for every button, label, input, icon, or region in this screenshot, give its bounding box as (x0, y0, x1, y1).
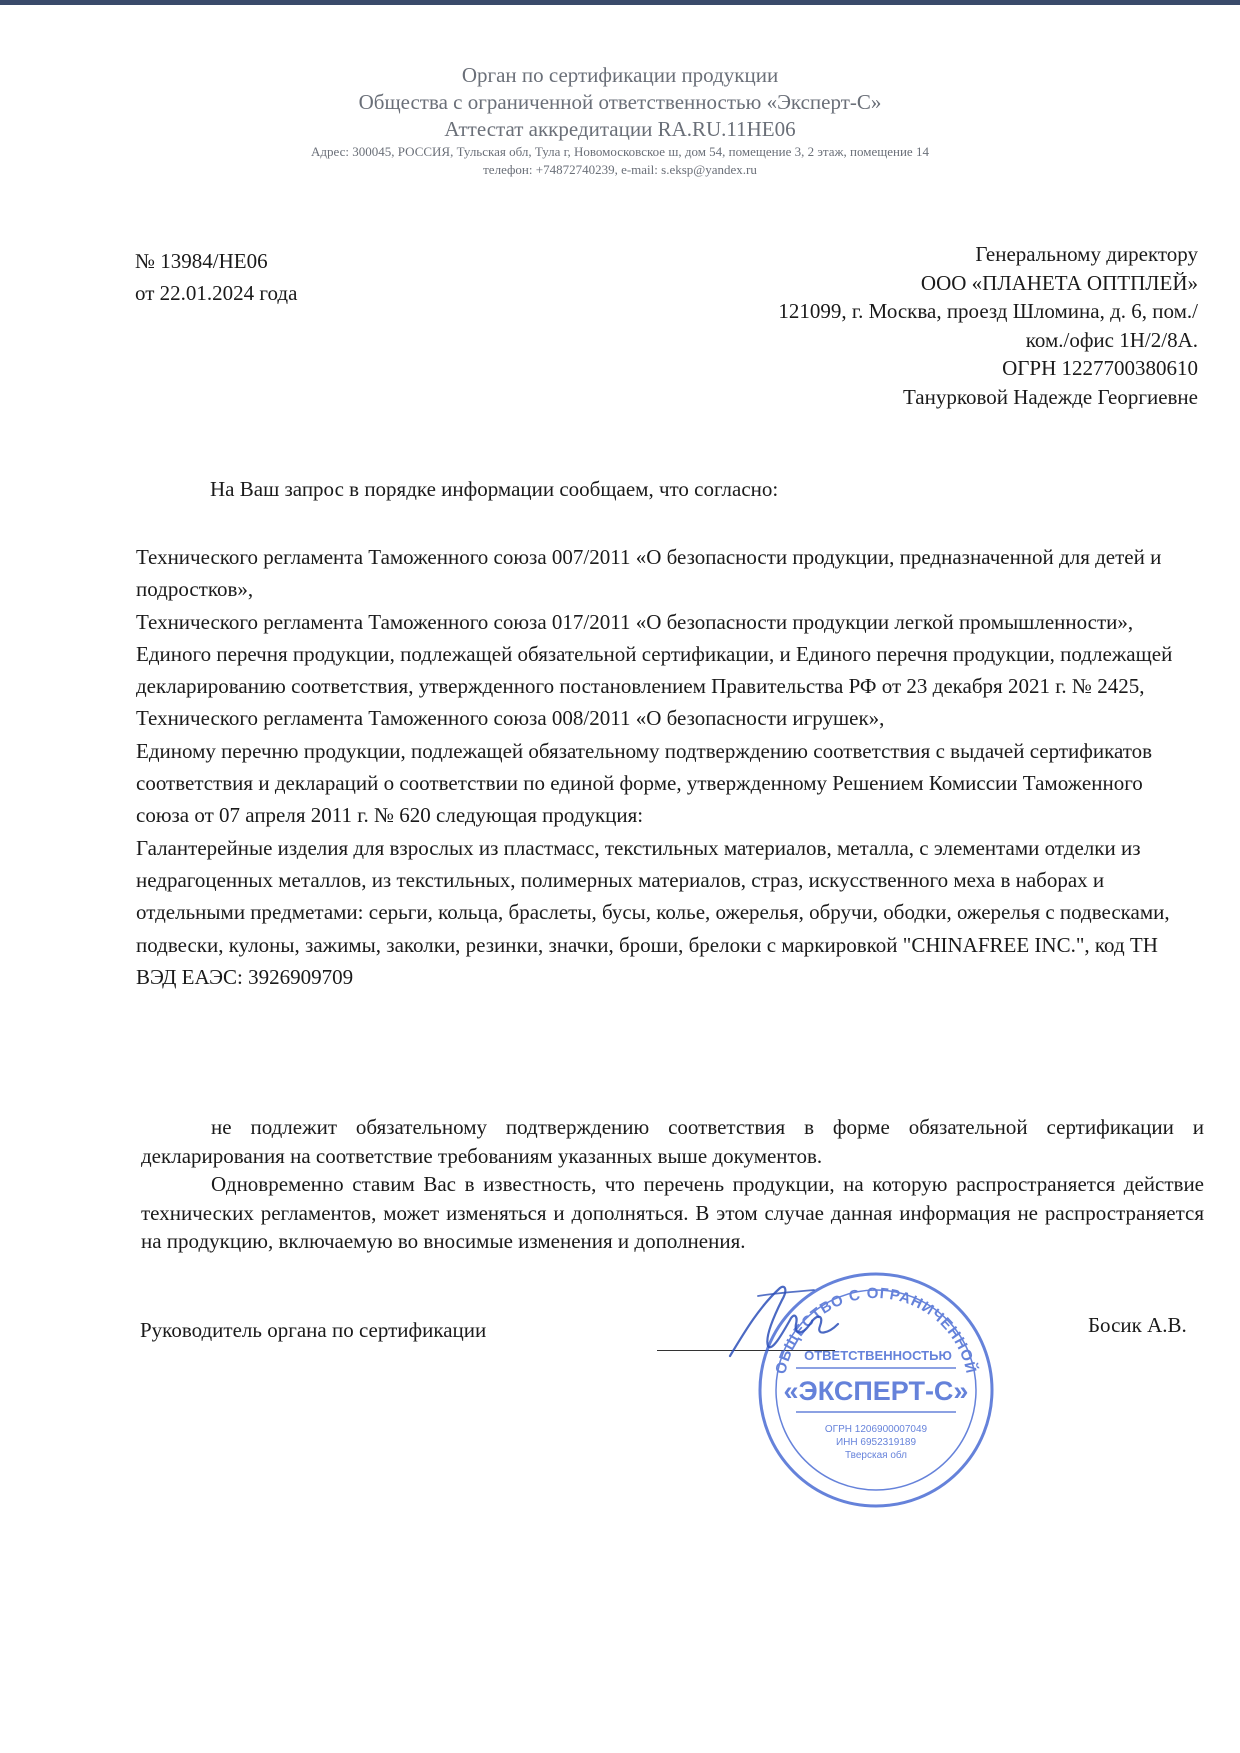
document-date: от 22.01.2024 года (135, 281, 298, 305)
letterhead (0, 62, 1240, 179)
seal-ring-text: ОБЩЕСТВО С ОГРАНИЧЕННОЙ (772, 1284, 980, 1376)
conclusion-paragraph: не подлежит обязательному подтверждению соответствия в форме обязательной сертификации и декларирования на соответствие требованиям указанных выше документов. (141, 1115, 1204, 1168)
regulation-item: Единому перечню продукции, подлежащей обязательному подтверждению соответствия с выдачей сертификатов соответствия и деклараций о соответствии по единой форме, утвержденному Решением Комиссии Таможенного союза от 07 апреля 2011 г. № 620 следующая продукция: (136, 738, 1153, 828)
top-border-rule (0, 0, 1240, 5)
regulation-item: Единого перечня продукции, подлежащей обязательной сертификации, и Единого перечня продукции, подлежащей декларированию соответствия, утвержденного постановлением Правительства РФ от 23 декабря 2021 г. № 2425, (136, 641, 1173, 699)
notice-paragraph: Одновременно ставим Вас в известность, что перечень продукции, на которую распространяется действие технических регламентов, может изменяться и дополняться. В этом случае данная информация не распространяется на продукцию, включаемую во вносимые изменения и дополнения. (141, 1172, 1204, 1254)
intro-paragraph: На Ваш запрос в порядке информации сообщаем, что согласно: (210, 477, 779, 501)
addressee-line: ком./офис 1Н/2/8А. (1025, 327, 1198, 352)
signatory-name: Босик А.В. (1088, 1313, 1187, 1337)
letterhead-address: Адрес: 300045, РОССИЯ, Тульская обл, Тула г, Новомосковское ш, дом 54, помещение 3, 2 этаж, помещение 14 (311, 144, 929, 159)
document-number: № 13984/НЕ06 (135, 249, 268, 273)
addressee-line: ООО «ПЛАНЕТА ОПТПЛЕЙ» (920, 270, 1198, 295)
addressee-line: Танурковой Надежде Георгиевне (902, 384, 1198, 409)
handwritten-signature (710, 1276, 860, 1371)
seal-region: Тверская обл (844, 1450, 908, 1461)
letterhead-contacts: телефон: +74872740239, e-mail: s.eksp@yandex.ru (483, 162, 757, 177)
addressee-line: ОГРН 1227700380610 (1002, 356, 1198, 381)
seal-company-name: «ЭКСПЕРТ-С» (783, 1376, 969, 1406)
conclusion (141, 1113, 1204, 1256)
seal-ogrn: ОГРН 1206900007049 (824, 1424, 928, 1435)
regulation-item: Технического регламента Таможенного союза 007/2011 «О безопасности продукции, предназначенной для детей и подростков», (136, 545, 1162, 602)
seal-inn: ИНН 6952319189 (835, 1437, 917, 1448)
addressee-line: 121099, г. Москва, проезд Шломина, д. 6, пом./ (778, 299, 1198, 324)
letterhead-accreditation: Аттестат аккредитации RA.RU.11НЕ06 (444, 117, 796, 141)
addressee-line: Генеральному директору (975, 242, 1198, 266)
regulation-item: Технического регламента Таможенного союза 008/2011 «О безопасности игрушек», (136, 706, 885, 731)
letterhead-company: Общества с ограниченной ответственностью «Эксперт-С» (358, 90, 882, 114)
seal-text-line: ОТВЕТСТВЕННОСТЬЮ (804, 1348, 952, 1363)
addressee-block (638, 240, 1198, 412)
regulations-list (136, 541, 1196, 993)
letterhead-org: Орган по сертификации продукции (461, 63, 779, 87)
document-reference (135, 245, 297, 309)
product-description: Галантерейные изделия для взрослых из пластмасс, текстильных материалов, металла, с элементами отделки из недрагоценных металлов, из текстильных, полимерных материалов, страз, искусственного меха в наборах и отдельными предметами: серьги, кольца, браслеты, бусы, колье, ожерелья, обручи, ободки, ожерелья с подвесками, подвески, кулоны, зажимы, заколки, резинки, значки, броши, брелоки с маркировкой "CHINAFREE INC.", код ТН ВЭД ЕАЭС: 3926909709 (136, 835, 1170, 989)
regulation-item: Технического регламента Таможенного союза 017/2011 «О безопасности продукции легкой промышленности», (136, 609, 1134, 634)
signatory-role: Руководитель органа по сертификации (140, 1318, 487, 1342)
